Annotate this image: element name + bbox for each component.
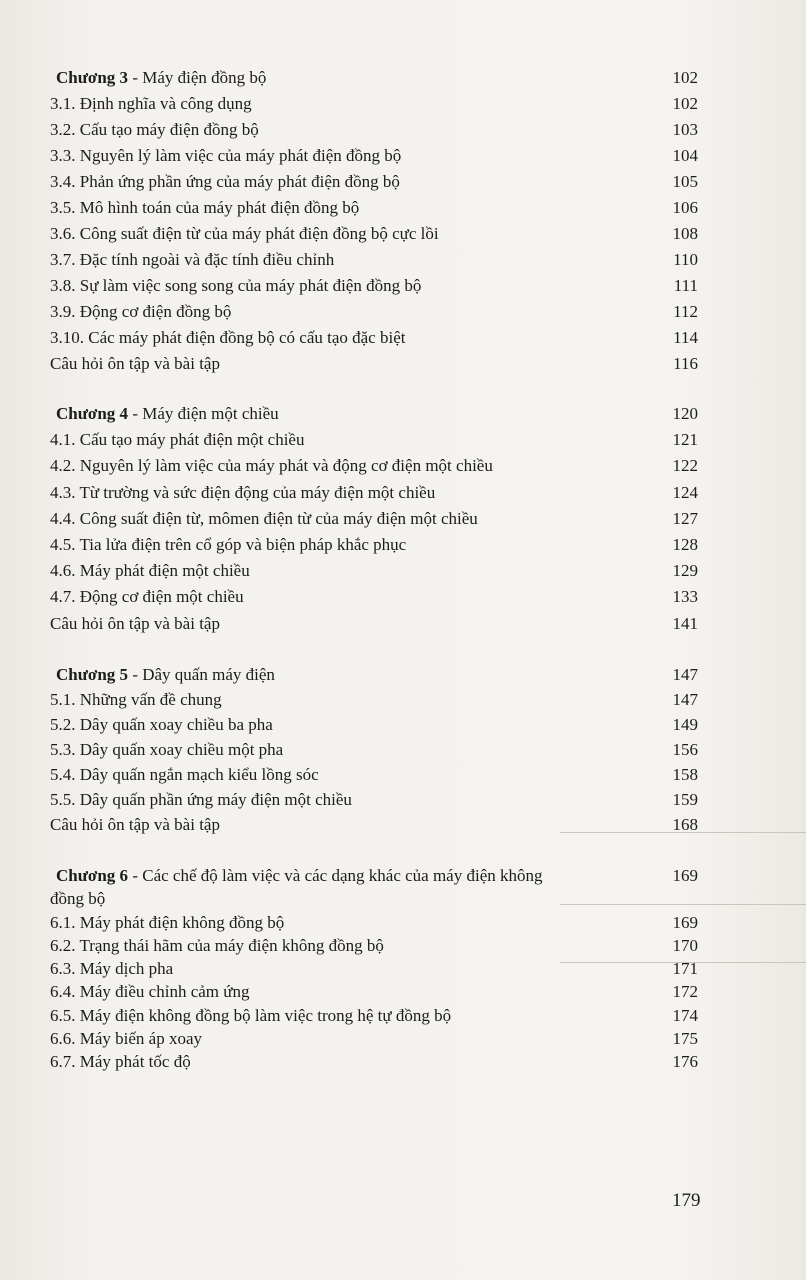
entry-title: 3.6. Công suất điện từ của máy phát điện đồng bộ cực lồi	[50, 224, 439, 243]
chapter-heading	[50, 404, 698, 430]
toc-entry	[50, 509, 698, 535]
chapter-name: - Các chế độ làm việc và các dạng khác của máy điện không	[128, 866, 543, 885]
toc-entry	[50, 120, 698, 146]
entry-page: 147	[672, 690, 698, 709]
toc-entry	[50, 172, 698, 198]
entry-page: 175	[672, 1029, 698, 1049]
entry-title: 4.5. Tia lửa điện trên cổ góp và biện pháp khắc phục	[50, 534, 407, 554]
entry-page: 116	[673, 354, 698, 373]
toc-entry	[50, 94, 698, 120]
chapter-page: 102	[672, 68, 698, 87]
entry-title: 4.1. Cấu tạo máy phát điện một chiều	[50, 430, 305, 450]
entry-title: 5.4. Dây quấn ngắn mạch kiểu lồng sóc	[50, 765, 319, 784]
toc-entry	[50, 354, 698, 380]
chapter-page: 147	[672, 665, 698, 684]
chapter-name: - Máy điện một chiều	[128, 404, 279, 423]
entry-page: 141	[672, 613, 698, 633]
toc-entry	[50, 790, 698, 815]
chapter-title	[56, 404, 279, 424]
entry-page: 108	[672, 224, 698, 243]
entry-page: 127	[672, 508, 698, 528]
toc-section-chapter-6	[50, 866, 698, 1076]
entry-page: 114	[673, 328, 698, 347]
entry-title: 5.1. Những vấn đề chung	[50, 690, 222, 709]
entry-title: 6.2. Trạng thái hãm của máy điện không đồng bộ	[50, 935, 384, 955]
toc-entry	[50, 765, 698, 790]
entry-title: 3.3. Nguyên lý làm việc của máy phát điện đồng bộ	[50, 146, 402, 165]
toc-entry	[50, 146, 698, 172]
toc-section-chapter-4	[50, 404, 698, 640]
entry-title: 4.3. Từ trường và sức điện động của máy điện một chiều	[50, 482, 436, 502]
entry-title: Câu hỏi ôn tập và bài tập	[50, 815, 220, 834]
entry-page: 106	[672, 198, 698, 217]
toc-entry	[50, 276, 698, 302]
chapter-name: - Dây quấn máy điện	[128, 665, 275, 684]
chapter-heading	[50, 68, 698, 94]
entry-page: 111	[673, 276, 698, 295]
entry-title: 3.5. Mô hình toán của máy phát điện đồng bộ	[50, 198, 360, 217]
toc-entry	[50, 430, 698, 456]
chapter-name: - Máy điện đồng bộ	[128, 68, 267, 87]
entry-title: 6.3. Máy dịch pha	[50, 959, 174, 979]
toc-entry	[50, 1052, 698, 1075]
toc-entry	[50, 561, 698, 587]
entry-page: 171	[672, 959, 698, 979]
entry-page: 159	[672, 790, 698, 809]
toc-entry	[50, 198, 698, 224]
toc-entry	[50, 715, 698, 740]
entry-page: 112	[673, 302, 698, 321]
toc-entry	[50, 1006, 698, 1029]
entry-page: 124	[672, 482, 698, 502]
toc-entry	[50, 456, 698, 482]
entry-page: 172	[672, 982, 698, 1002]
entry-title: 6.6. Máy biến áp xoay	[50, 1029, 203, 1049]
chapter-title	[56, 665, 275, 685]
entry-page: 105	[672, 172, 698, 191]
chapter-label: Chương 6	[56, 866, 129, 885]
chapter-title	[56, 866, 543, 886]
page-number: 179	[672, 1190, 701, 1211]
toc-entry	[50, 483, 698, 509]
entry-page: 110	[673, 250, 698, 269]
toc-section-chapter-3	[50, 68, 698, 380]
chapter-heading	[50, 665, 698, 690]
entry-title: 4.2. Nguyên lý làm việc của máy phát và động cơ điện một chiều	[50, 456, 493, 476]
entry-title: 4.6. Máy phát điện một chiều	[50, 561, 250, 581]
entry-title: 3.9. Động cơ điện đồng bộ	[50, 302, 232, 321]
entry-title: 4.4. Công suất điện từ, mômen điện từ của máy điện một chiều	[50, 508, 478, 528]
toc-section-chapter-5	[50, 665, 698, 840]
entry-title: 5.5. Dây quấn phần ứng máy điện một chiều	[50, 790, 352, 809]
toc-entry	[50, 740, 698, 765]
entry-title: Câu hỏi ôn tập và bài tập	[50, 613, 220, 633]
entry-page: 174	[672, 1005, 698, 1025]
chapter-page: 120	[672, 404, 698, 423]
entry-page: 168	[672, 815, 698, 834]
entry-page: 122	[672, 456, 698, 476]
entry-page: 156	[672, 740, 698, 759]
entry-page: 133	[672, 587, 698, 607]
entry-title: 3.7. Đặc tính ngoài và đặc tính điều chỉnh	[50, 250, 335, 269]
entry-title: 5.3. Dây quấn xoay chiều một pha	[50, 740, 284, 759]
entry-page: 158	[672, 765, 698, 784]
entry-title: 3.8. Sự làm việc song song của máy phát điện đồng bộ	[50, 276, 422, 295]
entry-page: 121	[672, 430, 698, 450]
entry-title: 3.10. Các máy phát điện đồng bộ có cấu tạo đặc biệt	[50, 328, 406, 347]
toc-entry	[50, 614, 698, 640]
entry-title: 6.1. Máy phát điện không đồng bộ	[50, 912, 285, 932]
chapter-label: Chương 5	[56, 665, 129, 684]
chapter-title-continuation: đồng bộ	[50, 889, 106, 909]
toc-entry	[50, 1029, 698, 1052]
chapter-label: Chương 3	[56, 68, 129, 87]
entry-page: 103	[672, 120, 698, 139]
toc-entry	[50, 250, 698, 276]
entry-title: 6.7. Máy phát tốc độ	[50, 1052, 191, 1072]
entry-page: 102	[672, 94, 698, 113]
chapter-title	[56, 68, 266, 88]
entry-title: 3.2. Cấu tạo máy điện đồng bộ	[50, 120, 259, 139]
entry-title: 4.7. Động cơ điện một chiều	[50, 587, 244, 607]
chapter-label: Chương 4	[56, 404, 129, 423]
toc-entry	[50, 535, 698, 561]
toc-entry	[50, 224, 698, 250]
entry-page: 128	[672, 534, 698, 554]
toc-entry	[50, 690, 698, 715]
entry-page: 129	[672, 561, 698, 581]
toc-entry	[50, 328, 698, 354]
toc-entry	[50, 982, 698, 1005]
entry-title: 3.4. Phản ứng phần ứng của máy phát điện đồng bộ	[50, 172, 400, 191]
toc-entry	[50, 959, 698, 982]
entry-title: Câu hỏi ôn tập và bài tập	[50, 354, 220, 373]
entry-title: 6.4. Máy điều chỉnh cảm ứng	[50, 982, 250, 1002]
entry-title: 3.1. Định nghĩa và công dụng	[50, 94, 252, 113]
entry-title: 5.2. Dây quấn xoay chiều ba pha	[50, 715, 273, 734]
toc-entry	[50, 815, 698, 840]
entry-page: 104	[672, 146, 698, 165]
toc-entry	[50, 913, 698, 936]
chapter-page: 169	[672, 866, 698, 885]
toc-entry	[50, 587, 698, 613]
entry-page: 176	[672, 1052, 698, 1072]
chapter-heading	[50, 866, 698, 889]
entry-page: 170	[672, 935, 698, 955]
toc-entry	[50, 936, 698, 959]
entry-title: 6.5. Máy điện không đồng bộ làm việc trong hệ tự đồng bộ	[50, 1005, 452, 1025]
entry-page: 149	[672, 715, 698, 734]
entry-page: 169	[672, 912, 698, 932]
toc-entry	[50, 302, 698, 328]
